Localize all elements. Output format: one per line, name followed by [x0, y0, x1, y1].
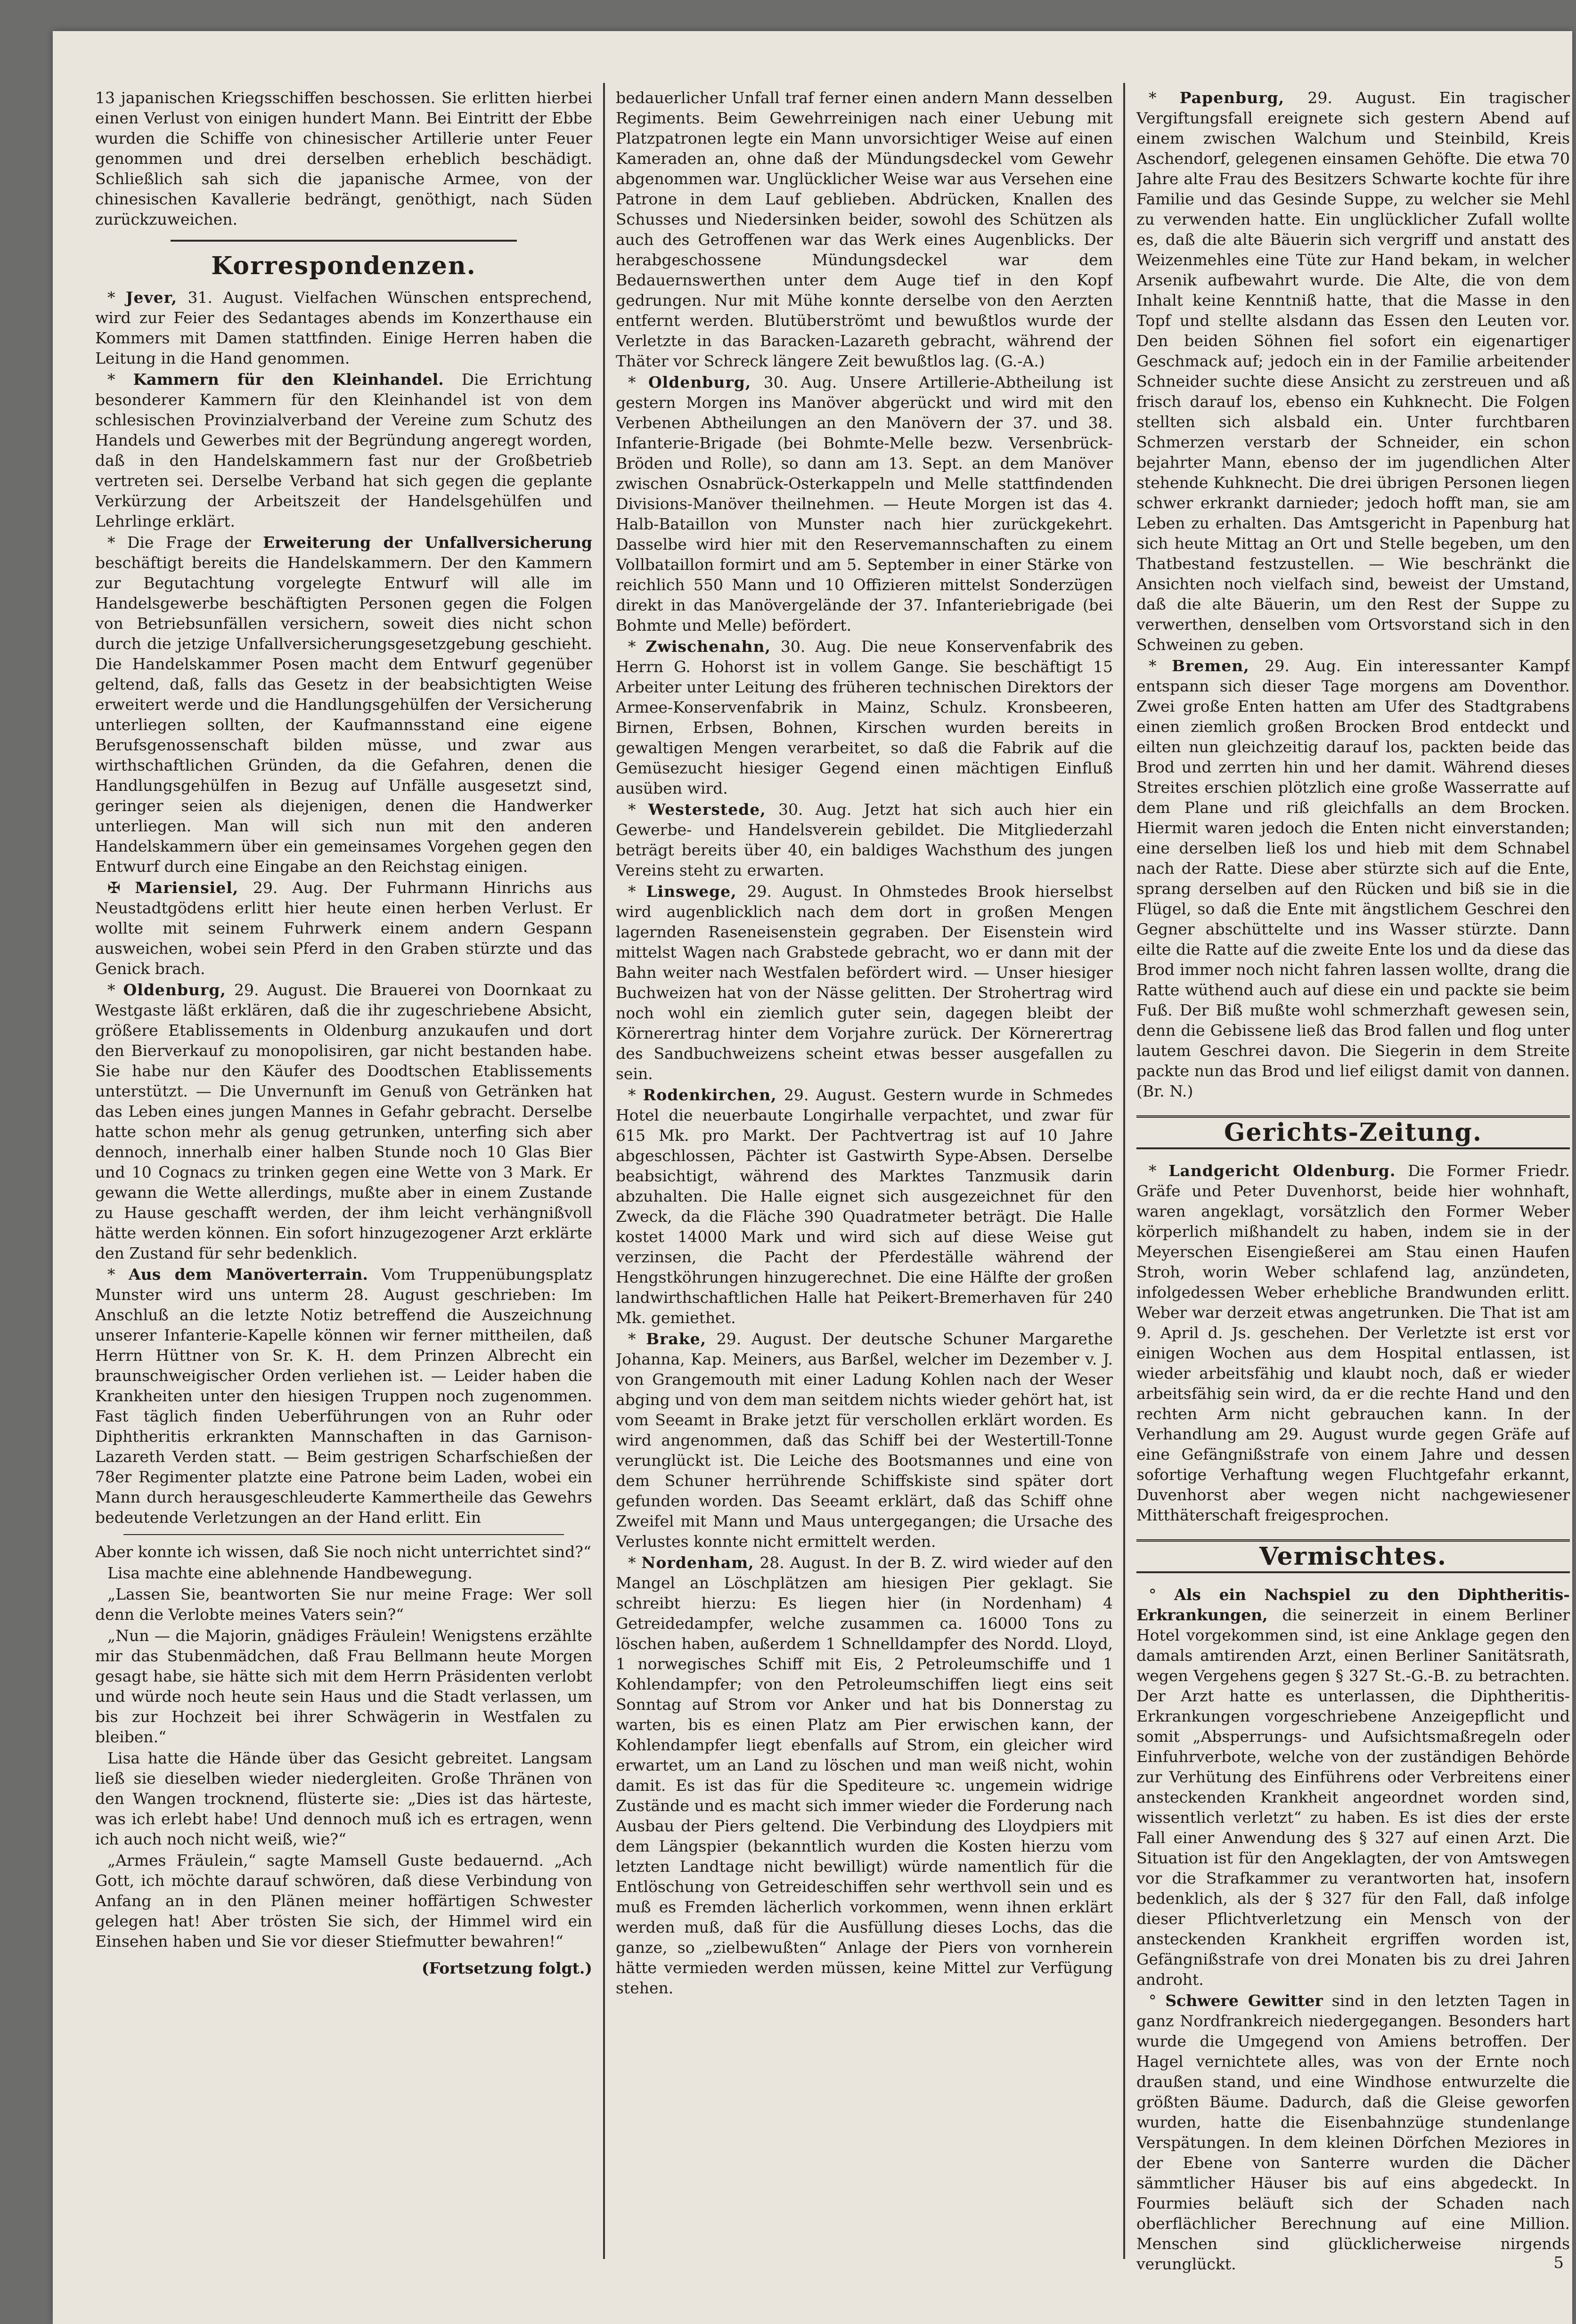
article-mariensiel: ✠ Mariensiel, 29. Aug. Der Fuhrmann Hinrichs aus Neustadtgödens erlitt hier heute einen herben Verlust. Er wollte mit seinem Fuhrwerk einem andern Gespann ausweichen, wobei sein Pferd in den Graben stürzte und das Genick brach. [95, 878, 592, 978]
dateline: Rodenkirchen, [643, 1086, 777, 1104]
section-title-korrespondenzen: Korrespondenzen. [211, 252, 476, 280]
article-gewitter: ° Schwere Gewitter sind in den letzten Tagen in ganz Nordfrankreich niedergegangen. Besonders hart wurde die Umgegend von Amiens betroffen. Der Hagel vernichtete alles, was von der Ernte noch draußen stand, und eine Windhose entwurzelte die größten Bäume. Dadurch, daß die Gleise geworfen wurden, hatte die Eisenbahnzüge stundenlange Verspätungen. In dem kleinen Dörfchen Meziores in der Ebene von Santerre wurden die Dächer sämmtlicher Häuser bis auf eins abgedeckt. In Fourmies beläuft sich der Schaden nach oberflächlicher Berechnung auf eine Million. Menschen sind glücklicherweise nirgends verunglückt. [1136, 1991, 1570, 2273]
dateline: Zwischenahn, [645, 637, 771, 656]
article-kammern: * Kammern für den Kleinhandel. Die Errichtung besonderer Kammern für den Kleinhandel ist von dem schlesischen Provinzialverband der Vereine zum Schutz des Handels und Gewerbes mit der Begründung angeregt worden, daß in den Handelskammern fast nur der Großbetrieb vertreten sei. Derselbe Verband hat sich gegen die geplante Verkürzung der Arbeitszeit der Handelsgehülfen und Lehrlinge erklärt. [95, 370, 592, 530]
section-title-vermischtes: Vermischtes. [1136, 1539, 1570, 1573]
article-zwischenahn: * Zwischenahn, 30. Aug. Die neue Konservenfabrik des Herrn G. Hohorst ist in vollem Gange. Sie beschäftigt 15 Arbeiter unter Leitung des früheren technischen Direktors der Armee-Konservenfabrik in Mainz, Schulz. Kronsbeeren, Birnen, Erbsen, Bohnen, Kirschen wurden bereits in gewaltigen Mengen verarbeitet, so daß die Fabrik auf die Gemüsezucht hiesiger Gegend einen mächtigen Einfluß ausüben wird. [616, 637, 1113, 797]
column-rule [1123, 83, 1125, 2259]
dateline: Oldenburg, [648, 373, 751, 391]
dateline: Oldenburg, [123, 981, 226, 999]
article-nordenham: * Nordenham, 28. August. In der B. Z. wird wieder auf den Mangel an Löschplätzen am hiesigen Pier geklagt. Sie schreibt hierzu: Es liegen hier (in Nordenham) 4 Getreidedampfer, welche zusammen ca. 16000 Tons zu löschen haben, außerdem 1 Schnelldampfer des Nordd. Lloyd, 1 norwegisches Schiff mit Eis, 2 Petroleumschiffe und 1 Kohlendampfer; von den Petroleumschiffen liegt eins seit Sonntag auf Strom vor Anker und hat bis Donnerstag zu warten, bis es einen Platz am Pier erwischen kann, der Kohlendampfer liegt ebenfalls auf Strom, ein gleicher wird erwartet, um an Land zu löschen und man weiß nicht, wohin damit. Es ist das für die Spediteure ꝛc. ungemein widrige Zustände und es macht sich immer wieder die Forderung nach Ausbau der Piers geltend. Die Verbindung des Lloydpiers mit dem Längspier (bekanntlich wurden die Kosten hierzu vom letzten Landtage nicht bewilligt) würde namentlich für die Entlöschung von Getreideschiffen sehr werthvoll sein und es muß es Fremden lächerlich vorkommen, wenn ihnen erklärt werden muß, daß für die Ausfüllung dieses Lochs, das die ganze, so „zielbewußten“ Anlage der Piers von vornherein hätte vermieden werden müssen, keine Mittel zur Verfügung stehen. [616, 1553, 1113, 1997]
dateline: Landgericht Oldenburg. [1168, 1162, 1396, 1180]
newspaper-page [53, 31, 1572, 2324]
war-report-continuation: 13 japanischen Kriegsschiffen beschossen. Sie erlitten hierbei einen Verlust von einigen hundert Mann. Bei Eintritt der Ebbe wurden die Schiffe von chinesischer Artillerie unter Feuer genommen und drei derselben erheblich beschädigt. Schließlich sah sich die japanische Armee, von der chinesischen Kavallerie bedrängt, genöthigt, nach Süden zurückzuweichen. [95, 89, 592, 228]
column-rule [603, 83, 605, 2259]
novel-paragraph: „Armes Fräulein,“ sagte Mamsell Guste bedauernd. „Ach Gott, ich möchte darauf schwören, daß diese Verbindung von Anfang an in den Plänen meiner hoffärtigen Schwester gelegen hat! Aber trösten Sie sich, der Himmel wird ein Einsehen haben und Sie vor dieser Stiefmutter bewahren!“ [95, 1851, 592, 1950]
article-oldenburg: * Oldenburg, 29. August. Die Brauerei von Doornkaat zu Westgaste läßt erklären, daß die ihr zugeschriebene Absicht, größere Etablissements in Oldenburg anzukaufen und dort den Bierverkauf zu monopolisiren, gar nicht bestanden habe. Sie habe nur den Käufer des Doodtschen Etablissements unterstützt. — Die Unvernunft im Genuß von Getränken hat das Leben eines jungen Mannes in Gefahr gebracht. Derselbe hatte schon mehr als genug getrunken, unterfing sich aber dennoch, innerhalb einer halben Stunde noch 10 Glas Bier und 10 Cognacs zu trinken gegen eine Wette von 3 Mark. Er gewann die Wette allerdings, mußte aber in einem Zustande zu Hause geschafft werden, der ihm leicht verhängnißvoll hätte werden können. Ein sofort hinzugezogener Arzt erklärte den Zustand für sehr bedenklich. [95, 981, 592, 1262]
continuation-note: (Fortsetzung folgt.) [421, 1959, 592, 1977]
article-heading: Als ein Nachspiel zu den Diphtheritis-Erkrankungen, [1136, 1585, 1570, 1624]
dateline: Bremen, [1172, 657, 1249, 675]
dateline: Westerstede, [648, 800, 766, 819]
article-heading: Kammern für den Kleinhandel. [133, 370, 444, 389]
column-2 [616, 88, 1113, 1999]
article-heading: Erweiterung der Unfallversicherung [263, 533, 592, 552]
article-oldenburg-2: * Oldenburg, 30. Aug. Unsere Artillerie-Abtheilung ist gestern Morgen ins Manöver abgerückt und wird mit den Verbenen Abtheilungen an den Manövern der 37. und 38. Infanterie-Brigade (bei Bohmte-Melle bezw. Versenbrück-Bröden und Rolle), so dann am 13. Sept. an dem Manöver zwischen Osnabrück-Osterkappeln und Melle stattfindenden Divisions-Manöver theilnehmen. — Heute Morgen ist das 4. Halb-Bataillon von Munster nach hier zurückgekehrt. Dasselbe wird hier mit den Reservemannschaften zu einem Vollbataillon formirt und am 5. September in einer Stärke von reichlich 550 Mann und 10 Offizieren mittelst Sonderzügen direkt in das Manövergelände der 37. Infanteriebrigade (bei Bohmte und Melle) befördert. [616, 373, 1113, 634]
dateline: Papenburg, [1179, 89, 1285, 107]
article-diphtheritis: ° Als ein Nachspiel zu den Diphtheritis-Erkrankungen, die seinerzeit in einem Berliner Hotel vorgekommen sind, ist eine Anklage gegen den damals amtirenden Arzt, einen Berliner Sanitätsrath, wegen Vergehens gegen § 327 St.-G.-B. zu betrachten. Der Arzt hatte es unterlassen, die Diphtheritis-Erkrankungen vorgeschriebene Anzeigepflicht und somit „Absperrungs- und Aufsichtsmaßregeln oder Einfuhrverbote, welche von der zuständigen Behörde zur Verhütung des Einführens oder Verbreitens einer ansteckenden Krankheit angeordnet worden sind, wissentlich verletzt“ zu haben. Es ist dies der erste Fall einer Anwendung des § 327 auf einen Arzt. Die Situation ist für den Angeklagten, der von Amtswegen vor die Strafkammer zu verantworten hat, insofern bedenklich, als der § 327 für den Fall, daß infolge dieser Pflichtverletzung ein Mensch von der ansteckenden Krankheit ergriffen worden ist, Gefängnißstrafe von drei Monaten bis zu drei Jahren androht. [1136, 1585, 1570, 1989]
article-rodenkirchen: * Rodenkirchen, 29. August. Gestern wurde in Schmedes Hotel die neuerbaute Longirhalle verpachtet, und zwar für 615 Mk. pro Markt. Der Pachtvertrag ist auf 10 Jahre abgeschlossen, Pächter ist Gastwirth Sype-Absen. Derselbe beabsichtigt, während des Marktes Tanzmusik darin abzuhalten. Die Halle eignet sich ausgezeichnet für den Zweck, da die Fläche 390 Quadratmeter beträgt. Die Halle kostet 14000 Mark und wird sich auf diese Weise gut verzinsen, die Pacht der Pferdeställe während der Hengstköhrungen hinzugerechnet. Die eine Hälfte der großen landwirthschaftlichen Halle hat Peikert-Bremerhaven für 240 Mk. gemiethet. [616, 1086, 1113, 1327]
article-papenburg: * Papenburg, 29. August. Ein tragischer Vergiftungsfall ereignete sich gestern Abend auf einem zwischen Walchum und Steinbild, Kreis Aschendorf, gelegenen einsamen Gehöfte. Die etwa 70 Jahre alte Frau des Besitzers Schwarte kochte für ihre Familie und das Gesinde Suppe, zu welcher sie Mehl zu verwenden hatte. Ein unglücklicher Zufall wollte es, daß die alte Bäuerin sich vergriff und anstatt des Weizenmehles eine Tüte zur Hand bekam, in welcher Arsenik aufbewahrt wurde. Die Alte, die von dem Inhalt keine Kenntniß hatte, that die Masse in den Topf und stellte alsdann das Essen den Leuten vor. Den beiden Söhnen fiel sofort ein eigenartiger Geschmack auf; jedoch ein in der Familie arbeitender Schneider suchte diese Ansicht zu zerstreuen und aß frisch darauf los, ebenso ein Kuhknecht. Die Folgen stellten sich alsbald ein. Unter furchtbaren Schmerzen verstarb der Schneider, ein schon bejahrter Mann, ebenso der im jugendlichen Alter stehende Kuhknecht. Die drei übrigen Personen liegen schwer erkrankt darnieder; jedoch hofft man, sie am Leben zu erhalten. Das Amtsgericht in Papenburg hat sich heute Mittag an Ort und Stelle begeben, um den Thatbestand festzustellen. — Wie beschränkt die Ansichten noch vielfach sind, beweist der Umstand, daß die alte Bäuerin, um den Rest der Suppe zu verwerthen, denselben vom Ortsvorstand sich in den Schweinen zu geben. [1136, 89, 1570, 654]
article-unfallversicherung: * Die Frage der Erweiterung der Unfallversicherung beschäftigt bereits die Handelskammern. Der den Kammern zur Begutachtung vorgelegte Entwurf will alle im Handelsgewerbe beschäftigten Personen gegen die Folgen von Betriebsunfällen versichern, soweit dies nicht schon durch die jetzige Unfallversicherungsgesetzgebung geschieht. Die Handelskammer Posen macht dem Entwurf gegenüber geltend, daß, falls das Gesetz in der beabsichtigten Weise erweitert werde und die Handlungsgehülfen der Versicherung unterliegen sollten, der Kaufmannsstand eine eigene Berufsgenossenschaft bilden müsse, und zwar aus wirthschaftlichen Gründen, da die Gefahren, denen die Handlungsgehülfen in Bezug auf Unfälle ausgesetzt sind, geringer seien als diejenigen, denen die Handwerker unterliegen. Man will sich nun mit den anderen Handelskammern über ein gemeinsames Vorgehen gegen den Entwurf durch eine Eingabe an den Reichstag einigen. [95, 533, 592, 876]
article-linswege: * Linswege, 29. August. In Ohmstedes Brook hierselbst wird augenblicklich nach dem dort in großen Mengen lagernden Raseneisenstein gegraben. Der Eisenstein wird mittelst Wagen nach Grabstede gebracht, wo er dann mit der Bahn weiter nach Westfalen befördert wird. — Unser hiesiger Buchweizen hat von der Nässe gelitten. Der Strohertrag wird noch wohl ein ziemlich guter sein, dagegen bleibt der Körnerertrag hinter dem Vorjahre zurück. Der Körnerertrag des Sandbuchweizens scheint etwas besser ausgefallen zu sein. [616, 882, 1113, 1083]
article-manoever: * Aus dem Manöverterrain. Vom Truppenübungsplatz Munster wird uns unterm 28. August geschrieben: Im Anschluß an die letzte Notiz betreffend die Auszeichnung unserer Infanterie-Kapelle können wir ferner mittheilen, daß Herrn Hüttner von Sr. K. H. dem Prinzen Albrecht ein braunschweigischer Orden verliehen ist. — Leider haben die Krankheiten unter den hiesigen Truppen noch zugenommen. Fast täglich finden Ueberführungen von an Ruhr oder Diphtheritis erkrankten Mannschaften in das Garnison-Lazareth Verden statt. — Beim gestrigen Scharfschießen der 78er Regimenter platzte eine Patrone beim Laden, wobei ein Mann durch herausgeschleuderte Kammertheile das Gewehrs bedeutende Verletzungen an der Hand erlitt. Ein [95, 1265, 592, 1527]
novel-paragraph: Lisa machte eine ablehnende Handbewegung. [107, 1564, 473, 1582]
dateline: Linswege, [646, 882, 737, 901]
novel-paragraph: „Nun — die Majorin, gnädiges Fräulein! Wenigstens erzählte mir das Stubenmädchen, daß Frau Bellmann heute Morgen gesagt habe, sie hätte sich mit dem Herrn Präsidenten verlobt und würde noch heute sein Haus und die Stadt verlassen, um bis zur Hochzeit bei ihrer Schwägerin in Westfalen zu bleiben.“ [95, 1626, 592, 1746]
article-continuation: bedauerlicher Unfall traf ferner einen andern Mann desselben Regiments. Beim Gewehrreinigen nach einer Uebung mit Platzpatronen legte ein Mann unvorsichtiger Weise auf einen Kameraden an, ohne daß der Mündungsdeckel vom Gewehr abgenommen war. Unglücklicher Weise war aus Versehen eine Patrone in dem Lauf geblieben. Abdrücken, Knallen des Schusses und Niedersinken beider, sowohl des Schützen als auch des Getroffenen war das Werk eines Augenblicks. Der herabgeschossene Mündungsdeckel war dem Bedauernswerthen unter dem Auge tief in den Kopf gedrungen. Nur mit Mühe konnte derselbe von den Aerzten entfernt werden. Blutüberströmt und bewußtlos wurde der Verletzte in das Baracken-Lazareth gebracht, während der Thäter vor Schreck längere Zeit bewußtlos lag. (G.-A.) [616, 89, 1113, 370]
divider [171, 240, 517, 242]
column-1 [95, 88, 592, 1978]
dateline: Jever, [125, 288, 178, 307]
feuilleton-divider [123, 1534, 564, 1535]
section-title-gerichts-zeitung: Gerichts-Zeitung. [1136, 1115, 1570, 1149]
novel-paragraph: Lisa hatte die Hände über das Gesicht gebreitet. Langsam ließ sie dieselben wieder niedergleiten. Große Thränen von den Wangen trocknend, flüsterte sie: „Dies ist das härteste, was ich erlebt habe! Und dennoch muß ich es ertragen, wenn ich auch noch nicht weiß, wie?“ [95, 1749, 592, 1848]
novel-paragraph: „Lassen Sie, beantworten Sie nur meine Frage: Wer soll denn die Verlobte meines Vaters sein?“ [95, 1585, 592, 1624]
dateline: Mariensiel, [135, 878, 239, 897]
page-number: 5 [1553, 2253, 1564, 2272]
article-brake: * Brake, 29. August. Der deutsche Schuner Margarethe Johanna, Kap. Meiners, aus Barßel, welcher im Dezember v. J. von Grangemouth mit einer Ladung Kohlen nach der Weser abging und von dem man seitdem nichts wieder gehört hat, ist vom Seeamt in Brake jetzt für verschollen erklärt worden. Es wird angenommen, daß das Schiff bei der Westertill-Tonne verunglückt ist. Die Leiche des Bootsmannes und eine von dem Schuner herrührende Schiffskiste sind später dort gefunden worden. Das Seeamt erklärt, daß das Schiff ohne Zweifel mit Mann und Maus untergegangen; die Ursache des Verlustes konnte nicht ermittelt werden. [616, 1330, 1113, 1551]
novel-paragraph: Aber konnte ich wissen, daß Sie noch nicht unterrichtet sind?“ [95, 1543, 591, 1561]
article-jever: * Jever, 31. August. Vielfachen Wünschen entsprechend, wird zur Feier des Sedantages abends im Konzerthause ein Kommers mit Damen stattfinden. Einige Herren haben die Leitung in die Hand genommen. [95, 288, 592, 367]
article-heading: Aus dem Manöverterrain. [129, 1265, 368, 1284]
column-3 [1136, 88, 1570, 2275]
dateline: Nordenham, [641, 1553, 754, 1572]
article-heading: Schwere Gewitter [1165, 1991, 1323, 2010]
article-bremen: * Bremen, 29. Aug. Ein interessanter Kampf entspann sich dieser Tage morgens am Doventhor. Zwei große Enten hatten am Ufer des Stadtgrabens einen ziemlich großen Brocken Brod entdeckt und eilten nun gleichzeitig darauf los, packten beide das Brod und zerrten hin und her damit. Während dieses Streites erschien plötzlich eine große Wasserratte auf dem Plane und riß gleichfalls an dem Brocken. Hiermit waren jedoch die Enten nicht einverstanden; eine derselben ließ los und hieb mit dem Schnabel nach der Ratte. Diese aber stürzte sich auf die Ente, sprang derselben auf den Rücken und biß sie in die Flügel, so daß die Ente mit ängstlichem Geschrei den Gegner abschüttelte und ins Wasser stürzte. Dann eilte die Ratte auf die zweite Ente los und da diese das Brod immer noch nicht fahren lassen wollte, drang die Ratte wüthend auch auf diese ein und packte sie beim Fuß. Der Biß mußte wohl schmerzhaft gewesen sein, denn die Gebissene ließ das Brod fallen und flog unter lautem Geschrei davon. Die Siegerin in dem Streite packte nun das Brod und lief eiligst damit von dannen. (Br. N.) [1136, 657, 1570, 1100]
article-westerstede: * Westerstede, 30. Aug. Jetzt hat sich auch hier ein Gewerbe- und Handelsverein gebildet. Die Mitgliederzahl beträgt bereits über 40, ein baldiges Wachsthum des jungen Vereins steht zu erwarten. [616, 800, 1113, 879]
article-landgericht: * Landgericht Oldenburg. Die Former Friedr. Gräfe und Peter Duvenhorst, beide hier wohnhaft, waren angeklagt, vorsätzlich den Former Weber körperlich mißhandelt zu haben, indem sie in der Meyerschen Eisengießerei am Stau einen Haufen Stroh, worin Weber schlafend lag, anzündeten, infolgedessen Weber erhebliche Brandwunden erlitt. Weber war derzeit etwas angetrunken. Die That ist am 9. April d. Js. geschehen. Der Verletzte ist erst vor einigen Wochen aus dem Hospital entlassen, ist wieder arbeitsfähig und klaubt noch, daß er wieder arbeitsfähig sein wird, da er die rechte Hand und den rechten Arm nicht gebrauchen kann. In der Verhandlung am 29. August wurde gegen Gräfe auf eine Gefängnißstrafe von einem Jahre und dessen sofortige Verhaftung wegen Fluchtgefahr erkannt, Duvenhorst aber wegen nicht nachgewiesener Mitthäterschaft freigesprochen. [1136, 1162, 1570, 1524]
dateline: Brake, [646, 1330, 707, 1348]
